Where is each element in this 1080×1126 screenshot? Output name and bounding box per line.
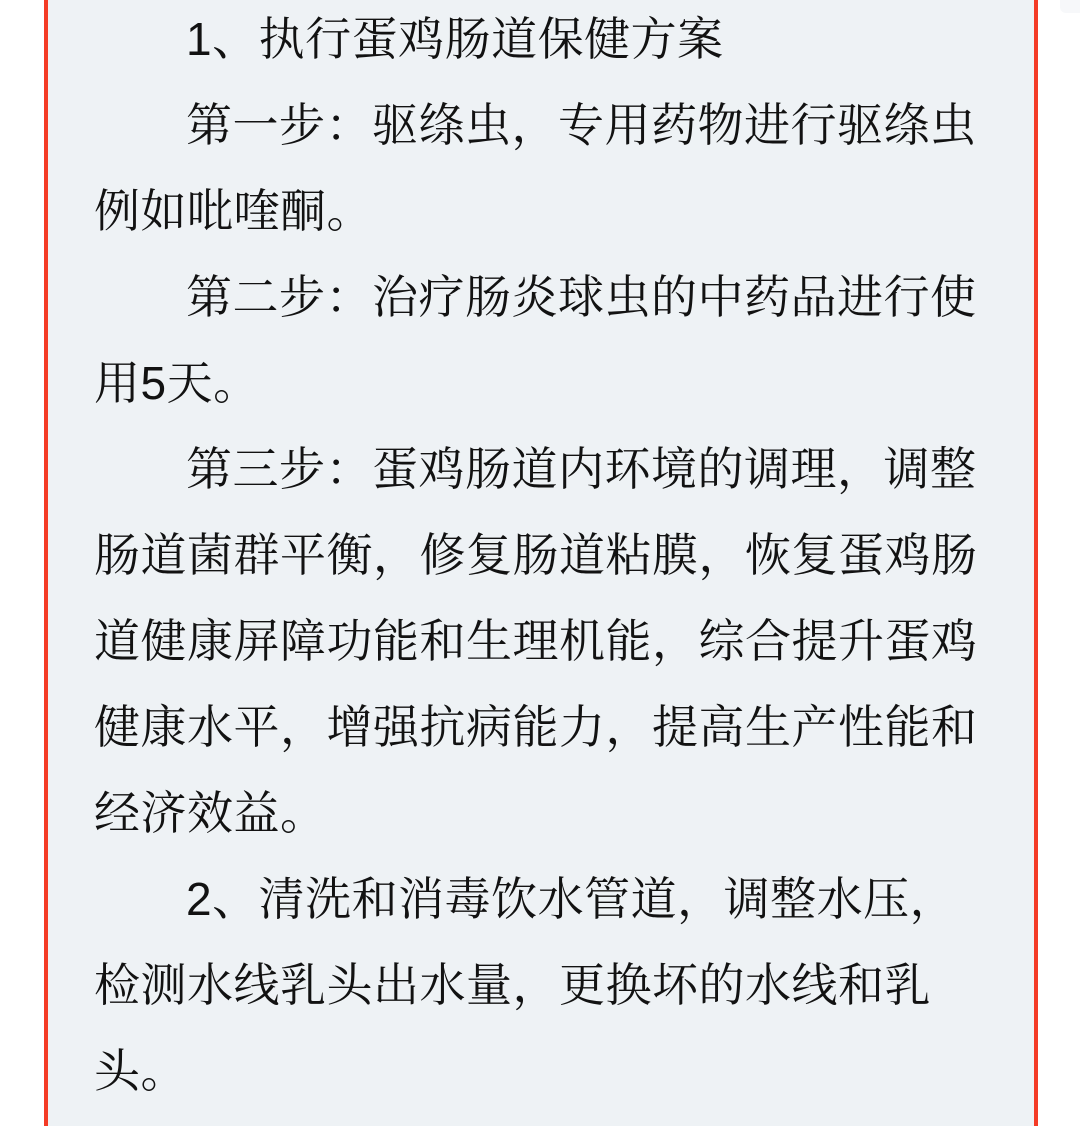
paragraph: [94, 0, 994, 82]
article-panel: [44, 0, 1038, 1126]
paragraph: [94, 856, 994, 1114]
article: [48, 0, 1034, 1114]
paragraph: [94, 82, 994, 254]
text-line: 第一步：驱绦虫，专用药物进行驱绦虫: [186, 99, 977, 151]
text-line: 头。: [94, 1045, 187, 1097]
text-line: 健康水平，增强抗病能力，提高生产性能和: [94, 701, 978, 753]
text-line: 第二步：治疗肠炎球虫的中药品进行使: [186, 271, 977, 323]
text-line: 肠道菌群平衡，修复肠道粘膜，恢复蛋鸡肠: [94, 529, 978, 581]
text-line: 经济效益。: [94, 787, 327, 839]
text-line: 例如吡喹酮。: [94, 185, 373, 237]
text-line: 第三步：蛋鸡肠道内环境的调理，调整: [186, 443, 977, 495]
paragraph: [94, 426, 994, 856]
text-line: 2、清洗和消毒饮水管道，调整水压，: [186, 873, 957, 925]
text-line: 用5天。: [94, 357, 260, 409]
text-line: 检测水线乳头出水量，更换坏的水线和乳: [94, 959, 931, 1011]
paragraph: [94, 254, 994, 426]
text-line: 道健康屏障功能和生理机能，综合提升蛋鸡: [94, 615, 978, 667]
text-line: 1、执行蛋鸡肠道保健方案: [186, 13, 724, 65]
corner-artifact: [1060, 0, 1080, 13]
